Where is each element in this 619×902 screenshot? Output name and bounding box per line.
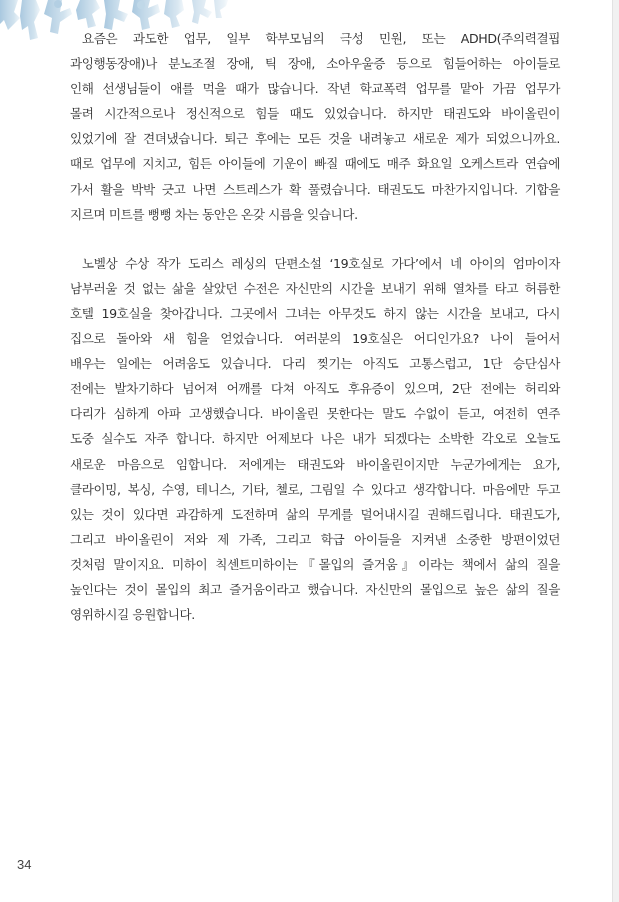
- body-text: [70, 26, 560, 627]
- text-line: 다리가 심하게 아파 고생했습니다. 바이올린 못한다는 말도 수없이 듣고, 여전히 연주: [70, 406, 560, 422]
- text-line: 클라이밍, 복싱, 수영, 테니스, 기타, 첼로, 그림일 수 있다고 생각합니다. 마음에만 두고: [70, 481, 560, 497]
- paragraph: [70, 26, 560, 227]
- text-line: 몰려 시간적으로나 정신적으로 힘들 때도 있었습니다. 하지만 태권도와 바이올린이: [70, 106, 560, 122]
- text-line: 요즘은 과도한 업무, 일부 학부모님의 극성 민원, 또는 ADHD(주의력결핍: [82, 31, 560, 46]
- text-line: 있었기에 잘 견뎌냈습니다. 퇴근 후에는 모든 것을 내려놓고 새로운 제가 되었으니까요.: [70, 131, 560, 147]
- text-line: 그리고 바이올린이 저와 제 가족, 그리고 학급 아이들을 지켜낸 소중한 방편이었던: [70, 531, 560, 547]
- text-line: 과잉행동장애)나 분노조절 장애, 틱 장애, 소아우울증 등으로 힘들어하는 아이들로: [70, 56, 560, 72]
- text-line: 새로운 마음으로 임합니다. 저에게는 태권도와 바이올린이지만 누군가에게는 요가,: [70, 456, 560, 472]
- page-edge: [612, 0, 619, 902]
- text-line: 인해 선생님들이 애를 먹을 때가 많습니다. 작년 학교폭력 업무를 맡아 가끔 업무가: [70, 81, 560, 97]
- text-line: 것처럼 말이지요. 미하이 칙센트미하이는『몰입의 즐거움』이라는 책에서 삶의 질을: [70, 556, 560, 572]
- page-number: 34: [17, 857, 32, 872]
- text-line: 집으로 돌아와 새 힘을 얻었습니다. 여러분의 19호실은 어디인가요? 나이 들어서: [70, 331, 560, 347]
- paragraph: [70, 251, 560, 627]
- text-line: 남부러울 것 없는 삶을 살았던 수전은 자신만의 시간을 보내기 위해 열차를 타고 허름한: [70, 280, 560, 296]
- text-line: 전에는 발차기하다 넘어져 어깨를 다쳐 아직도 후유증이 있으며, 2단 전에는 허리와: [70, 381, 560, 397]
- text-line: 배우는 일에는 어려움도 있습니다. 다리 찢기는 아직도 고통스럽고, 1단 승단심사: [70, 356, 560, 372]
- text-line: 높인다는 것이 몰입의 최고 즐거움이라고 했습니다. 자신만의 몰입으로 높은 삶의 질을: [70, 581, 560, 597]
- text-line: 영위하시길 응원합니다.: [70, 607, 195, 623]
- text-line: 가서 활을 박박 긋고 나면 스트레스가 확 풀렸습니다. 태권도도 마찬가지입니다. 기합을: [70, 181, 560, 197]
- text-line: 있는 것이 있다면 과감하게 도전하며 삶의 무게를 덜어내시길 권해드립니다. 태권도가,: [70, 506, 560, 522]
- text-line: 호텔 19호실을 찾아갑니다. 그곳에서 그녀는 아무것도 하지 않는 시간을 보내고, 다시: [70, 305, 560, 321]
- text-line: 때로 업무에 지치고, 힘든 아이들에 기운이 빠질 때에도 매주 화요일 오케스트라 연습에: [70, 156, 560, 172]
- text-line: 도중 실수도 자주 합니다. 하지만 어제보다 나은 내가 되겠다는 소박한 각오로 오늘도: [70, 431, 560, 447]
- text-line: 지르며 미트를 뻥뻥 차는 동안은 온갖 시름을 잊습니다.: [70, 206, 358, 222]
- text-line: 노벨상 수상 작가 도리스 레싱의 단편소설 ‘19호실로 가다’에서 네 아이의 엄마이자: [82, 255, 560, 271]
